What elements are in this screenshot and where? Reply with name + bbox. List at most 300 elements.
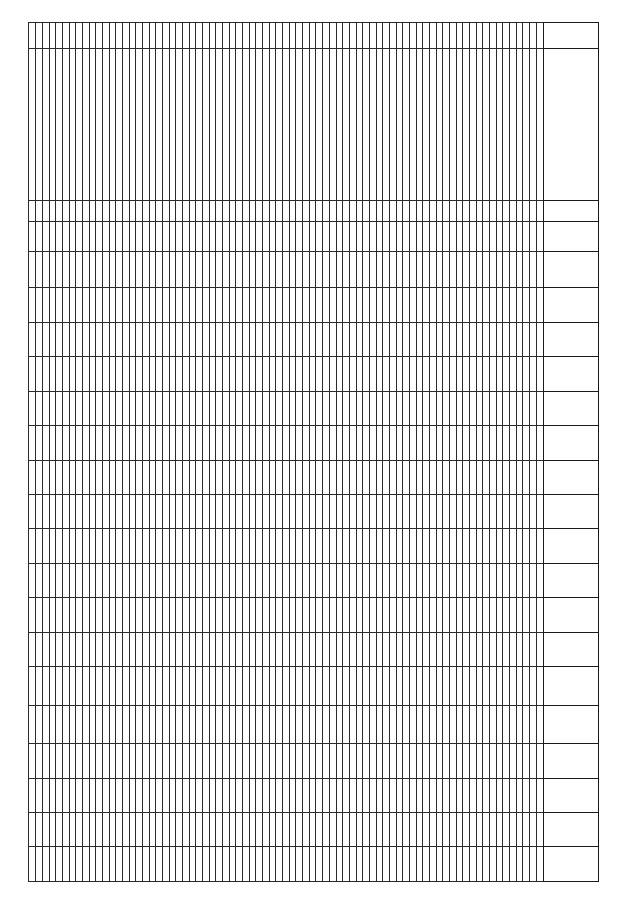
- table-cell: [436, 426, 443, 460]
- table-cell: [289, 847, 296, 882]
- table-cell: [456, 322, 463, 356]
- table-cell: [436, 598, 443, 632]
- table-cell: [243, 460, 250, 494]
- table-cell: [123, 598, 130, 632]
- table-cell: [149, 251, 156, 287]
- table-cell: [163, 598, 170, 632]
- table-cell: [530, 49, 537, 201]
- table-cell: [116, 288, 123, 322]
- table-cell: [416, 23, 423, 49]
- table-cell: [263, 322, 270, 356]
- table-row: [96, 23, 103, 882]
- table-cell: [296, 49, 303, 201]
- table-cell: [443, 598, 450, 632]
- table-row: [209, 23, 216, 882]
- table-cell: [156, 221, 163, 251]
- table-cell: [149, 667, 156, 705]
- table-cell: [396, 426, 403, 460]
- table-cell: [269, 563, 276, 597]
- table-cell: [256, 744, 263, 778]
- table-cell: [149, 221, 156, 251]
- table-cell: [336, 23, 343, 49]
- table-cell: [223, 221, 230, 251]
- table-cell: [183, 705, 190, 743]
- table-cell: [416, 391, 423, 425]
- table-cell: [69, 778, 76, 812]
- table-cell: [62, 288, 69, 322]
- table-cell: [409, 23, 416, 49]
- table-cell: [496, 251, 503, 287]
- table-row: [403, 23, 410, 882]
- table-cell: [296, 563, 303, 597]
- table-cell: [383, 322, 390, 356]
- table-cell: [316, 322, 323, 356]
- table-cell: [163, 667, 170, 705]
- table-cell: [449, 667, 456, 705]
- table-cell: [463, 251, 470, 287]
- column-index-cell: [536, 813, 544, 847]
- table-cell: [363, 529, 370, 563]
- table-cell: [229, 426, 236, 460]
- table-cell: [163, 357, 170, 391]
- table-cell: [149, 49, 156, 201]
- table-cell: [503, 322, 510, 356]
- table-cell: [363, 322, 370, 356]
- table-cell: [89, 563, 96, 597]
- table-row: [476, 23, 483, 882]
- table-cell: [296, 23, 303, 49]
- table-cell: [116, 778, 123, 812]
- column-index-cell: [536, 322, 544, 356]
- table-cell: [316, 813, 323, 847]
- table-cell: [82, 251, 89, 287]
- table-cell: [196, 598, 203, 632]
- table-cell: [476, 23, 483, 49]
- table-cell: [209, 251, 216, 287]
- table-cell: [36, 426, 43, 460]
- table-cell: [503, 563, 510, 597]
- table-cell: [69, 705, 76, 743]
- table-cell: [456, 529, 463, 563]
- table-cell: [429, 201, 436, 221]
- table-cell: [96, 632, 103, 666]
- table-cell: [523, 529, 530, 563]
- table-cell: [496, 391, 503, 425]
- table-cell: [149, 632, 156, 666]
- table-cell: [409, 632, 416, 666]
- table-cell: [129, 494, 136, 528]
- table-cell: [116, 251, 123, 287]
- table-cell: [396, 322, 403, 356]
- table-cell: [369, 813, 376, 847]
- table-cell: [289, 632, 296, 666]
- table-cell: [49, 667, 56, 705]
- table-cell: [129, 813, 136, 847]
- table-cell: [256, 49, 263, 201]
- table-cell: [156, 23, 163, 49]
- table-cell: [269, 847, 276, 882]
- table-cell: [236, 598, 243, 632]
- table-cell: [403, 847, 410, 882]
- table-cell: [62, 529, 69, 563]
- table-cell: [503, 598, 510, 632]
- table-cell: [42, 813, 49, 847]
- table-cell: [109, 460, 116, 494]
- table-cell: [329, 49, 336, 201]
- table-cell: [530, 251, 537, 287]
- table-cell: [449, 221, 456, 251]
- table-cell: [336, 251, 343, 287]
- table-cell: [123, 49, 130, 201]
- table-cell: [149, 201, 156, 221]
- table-cell: [249, 460, 256, 494]
- table-cell: [416, 201, 423, 221]
- table-cell: [176, 460, 183, 494]
- table-cell: [149, 357, 156, 391]
- table-cell: [156, 847, 163, 882]
- table-cell: [476, 667, 483, 705]
- column-index-cell: [536, 426, 544, 460]
- table-cell: [109, 23, 116, 49]
- table-cell: [136, 23, 143, 49]
- table-cell: [189, 49, 196, 201]
- table-cell: [329, 426, 336, 460]
- table-cell: [123, 494, 130, 528]
- table-cell: [516, 201, 523, 221]
- table-cell: [96, 563, 103, 597]
- table-cell: [423, 288, 430, 322]
- table-cell: [163, 49, 170, 201]
- table-cell: [356, 813, 363, 847]
- table-cell: [389, 391, 396, 425]
- table-cell: [143, 23, 150, 49]
- table-cell: [523, 705, 530, 743]
- table-cell: [389, 426, 396, 460]
- table-cell: [489, 529, 496, 563]
- table-cell: [209, 494, 216, 528]
- table-cell: [469, 529, 476, 563]
- table-cell: [283, 667, 290, 705]
- table-row: [436, 23, 443, 882]
- table-cell: [429, 494, 436, 528]
- column-index-cell: [536, 632, 544, 666]
- table-cell: [183, 23, 190, 49]
- table-cell: [463, 847, 470, 882]
- table-cell: [429, 598, 436, 632]
- table-cell: [103, 705, 110, 743]
- table-cell: [376, 251, 383, 287]
- table-cell: [69, 426, 76, 460]
- table-cell: [469, 847, 476, 882]
- table-cell: [463, 288, 470, 322]
- table-cell: [523, 221, 530, 251]
- table-cell: [276, 705, 283, 743]
- table-cell: [423, 632, 430, 666]
- table-cell: [403, 391, 410, 425]
- table-cell: [223, 598, 230, 632]
- table-cell: [42, 357, 49, 391]
- table-cell: [183, 426, 190, 460]
- table-cell: [143, 460, 150, 494]
- table-cell: [276, 460, 283, 494]
- table-cell: [236, 357, 243, 391]
- table-cell: [56, 288, 63, 322]
- table-cell: [503, 744, 510, 778]
- table-cell: [496, 563, 503, 597]
- table-cell: [383, 426, 390, 460]
- table-row: [343, 23, 350, 882]
- table-cell: [216, 667, 223, 705]
- column-index-cell: [536, 460, 544, 494]
- table-cell: [143, 391, 150, 425]
- table-cell: [449, 563, 456, 597]
- table-cell: [49, 494, 56, 528]
- table-cell: [363, 49, 370, 201]
- table-cell: [489, 494, 496, 528]
- table-cell: [296, 357, 303, 391]
- table-cell: [469, 357, 476, 391]
- table-cell: [116, 357, 123, 391]
- table-cell: [56, 705, 63, 743]
- table-cell: [343, 201, 350, 221]
- table-cell: [36, 288, 43, 322]
- table-cell: [476, 563, 483, 597]
- table-cell: [296, 813, 303, 847]
- table-cell: [503, 201, 510, 221]
- table-row: [289, 23, 296, 882]
- table-cell: [289, 494, 296, 528]
- table-cell: [203, 221, 210, 251]
- table-cell: [36, 705, 43, 743]
- table-cell: [436, 632, 443, 666]
- table-cell: [423, 529, 430, 563]
- table-cell: [429, 529, 436, 563]
- table-cell: [343, 221, 350, 251]
- table-cell: [296, 778, 303, 812]
- table-cell: [29, 357, 36, 391]
- table-cell: [403, 49, 410, 201]
- table-cell: [243, 667, 250, 705]
- table-cell: [289, 563, 296, 597]
- table-cell: [69, 529, 76, 563]
- table-cell: [76, 494, 83, 528]
- table-cell: [336, 322, 343, 356]
- table-cell: [530, 391, 537, 425]
- table-cell: [56, 251, 63, 287]
- table-cell: [269, 23, 276, 49]
- table-cell: [183, 632, 190, 666]
- table-cell: [409, 391, 416, 425]
- table-cell: [276, 251, 283, 287]
- table-row: [236, 23, 243, 882]
- table-cell: [369, 744, 376, 778]
- table-cell: [109, 778, 116, 812]
- table-cell: [76, 322, 83, 356]
- table-row: [516, 23, 523, 882]
- table-cell: [356, 201, 363, 221]
- table-cell: [323, 251, 330, 287]
- table-cell: [223, 632, 230, 666]
- table-cell: [49, 529, 56, 563]
- table-cell: [223, 49, 230, 201]
- table-cell: [103, 667, 110, 705]
- table-cell: [82, 49, 89, 201]
- table-cell: [196, 813, 203, 847]
- table-cell: [123, 460, 130, 494]
- table-cell: [143, 598, 150, 632]
- table-cell: [296, 251, 303, 287]
- table-cell: [149, 778, 156, 812]
- table-cell: [82, 460, 89, 494]
- table-cell: [489, 632, 496, 666]
- table-cell: [243, 813, 250, 847]
- table-cell: [129, 667, 136, 705]
- table-cell: [530, 322, 537, 356]
- table-cell: [89, 778, 96, 812]
- table-cell: [156, 391, 163, 425]
- table-cell: [429, 288, 436, 322]
- table-cell: [223, 251, 230, 287]
- table-cell: [503, 288, 510, 322]
- table-cell: [463, 221, 470, 251]
- table-cell: [463, 391, 470, 425]
- table-cell: [449, 251, 456, 287]
- table-cell: [156, 632, 163, 666]
- table-cell: [423, 426, 430, 460]
- table-cell: [156, 251, 163, 287]
- table-cell: [316, 667, 323, 705]
- table-cell: [49, 778, 56, 812]
- table-row: [309, 23, 316, 882]
- table-cell: [223, 322, 230, 356]
- table-cell: [56, 23, 63, 49]
- table-cell: [129, 391, 136, 425]
- table-cell: [96, 357, 103, 391]
- table-row: [103, 23, 110, 882]
- table-row: [363, 23, 370, 882]
- table-cell: [189, 778, 196, 812]
- table-cell: [476, 391, 483, 425]
- table-cell: [243, 494, 250, 528]
- table-cell: [103, 598, 110, 632]
- table-cell: [316, 847, 323, 882]
- table-cell: [469, 744, 476, 778]
- table-cell: [309, 667, 316, 705]
- table-cell: [209, 221, 216, 251]
- table-cell: [496, 460, 503, 494]
- table-cell: [143, 744, 150, 778]
- table-cell: [329, 357, 336, 391]
- table-cell: [216, 494, 223, 528]
- table-cell: [169, 460, 176, 494]
- table-cell: [56, 778, 63, 812]
- table-row: [263, 23, 270, 882]
- table-cell: [376, 357, 383, 391]
- table-cell: [496, 322, 503, 356]
- table-cell: [283, 705, 290, 743]
- table-cell: [276, 847, 283, 882]
- table-cell: [509, 460, 516, 494]
- table-cell: [163, 23, 170, 49]
- table-cell: [349, 667, 356, 705]
- table-cell: [129, 529, 136, 563]
- table-cell: [62, 426, 69, 460]
- table-cell: [76, 460, 83, 494]
- table-cell: [216, 563, 223, 597]
- table-cell: [309, 251, 316, 287]
- table-cell: [276, 813, 283, 847]
- table-cell: [503, 705, 510, 743]
- table-cell: [176, 778, 183, 812]
- table-cell: [156, 322, 163, 356]
- table-cell: [449, 847, 456, 882]
- table-cell: [336, 49, 343, 201]
- table-cell: [409, 426, 416, 460]
- table-cell: [29, 288, 36, 322]
- table-cell: [523, 251, 530, 287]
- table-cell: [209, 667, 216, 705]
- table-cell: [243, 847, 250, 882]
- table-cell: [343, 744, 350, 778]
- table-cell: [409, 460, 416, 494]
- table-cell: [316, 288, 323, 322]
- table-cell: [389, 288, 396, 322]
- table-cell: [216, 529, 223, 563]
- table-cell: [36, 494, 43, 528]
- table-cell: [249, 201, 256, 221]
- table-cell: [416, 778, 423, 812]
- table-cell: [436, 847, 443, 882]
- table-cell: [283, 744, 290, 778]
- table-cell: [389, 705, 396, 743]
- table-cell: [189, 529, 196, 563]
- table-cell: [236, 391, 243, 425]
- table-cell: [189, 744, 196, 778]
- table-cell: [283, 201, 290, 221]
- column-index-cell: [536, 744, 544, 778]
- table-cell: [289, 391, 296, 425]
- table-cell: [209, 813, 216, 847]
- table-cell: [203, 667, 210, 705]
- table-cell: [62, 744, 69, 778]
- table-cell: [436, 778, 443, 812]
- table-cell: [516, 705, 523, 743]
- header-cell: [544, 847, 599, 882]
- table-cell: [36, 563, 43, 597]
- table-cell: [103, 322, 110, 356]
- table-cell: [89, 460, 96, 494]
- table-cell: [263, 705, 270, 743]
- table-cell: [103, 813, 110, 847]
- table-cell: [496, 778, 503, 812]
- table-cell: [36, 201, 43, 221]
- table-cell: [396, 288, 403, 322]
- table-cell: [356, 847, 363, 882]
- table-cell: [369, 460, 376, 494]
- table-cell: [389, 667, 396, 705]
- table-cell: [169, 426, 176, 460]
- table-cell: [276, 529, 283, 563]
- table-cell: [356, 494, 363, 528]
- table-cell: [523, 49, 530, 201]
- table-cell: [396, 494, 403, 528]
- table-cell: [530, 847, 537, 882]
- table-cell: [42, 494, 49, 528]
- table-cell: [123, 322, 130, 356]
- table-cell: [96, 23, 103, 49]
- table-cell: [423, 201, 430, 221]
- table-cell: [396, 632, 403, 666]
